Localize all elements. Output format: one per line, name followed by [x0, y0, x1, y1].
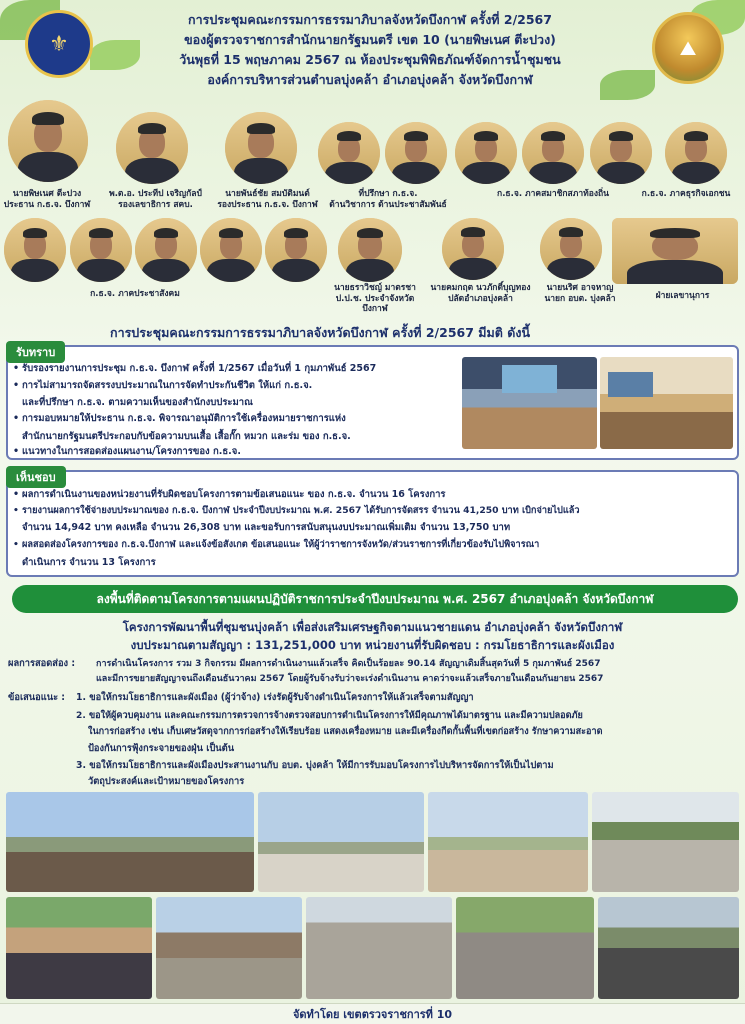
- meeting-photo-2: [600, 357, 733, 449]
- portrait-photo: [318, 122, 380, 184]
- caption-line: ปลัดอำเภอบุ่งคล้า: [448, 293, 513, 304]
- meeting-photo-1: [462, 357, 597, 449]
- caption-private-sector: [630, 189, 742, 200]
- field-photo-materials: [598, 897, 739, 999]
- portrait-photo: [225, 112, 297, 184]
- caption-line: นายพิษเนศ ตีะปวง: [12, 189, 82, 199]
- caption-secretariat: [625, 291, 740, 302]
- field-photo-stairs: [306, 897, 452, 999]
- resolution-title: การประชุมคณะกรรมการธรรมาภิบาลจังหวัดบึงกาฬ ครั้งที่ 2/2567 มีมติ ดังนี้: [110, 325, 530, 340]
- portrait-photo: [442, 218, 504, 280]
- leaf-decoration: [600, 70, 655, 100]
- caption-line: นายธราวิชญ์ มาตรชา: [334, 283, 416, 293]
- header-line-2: ของผู้ตรวจราชการสำนักนายกรัฐมนตรี เขต 10 (นายพิษเนศ ตีะปวง): [184, 32, 556, 47]
- caption-line: ด้านวิชาการ ด้านประชาสัมพันธ์: [329, 199, 447, 210]
- acknowledged-tag: รับทราบ: [6, 341, 65, 363]
- field-photo-group: [6, 792, 254, 892]
- community-logo-icon: ⛰: [652, 12, 724, 84]
- ack-item-2: • การไม่สามารถจัดสรรงบประมาณในการจัดทำประกันชีวิต ให้แก่ ก.ธ.จ.: [22, 379, 312, 393]
- appr-item-1: • ผลการดำเนินงานของหน่วยงานที่รับผิดชอบโครงการตามข้อเสนอแนะ ของ ก.ธ.จ. จำนวน 16 โครงการ: [22, 488, 446, 502]
- portrait-photo: [116, 112, 188, 184]
- field-photo-team: [6, 897, 152, 999]
- ack-item-2-cont: และที่ปรึกษา ก.ธ.จ. ตามความเห็นของสำนักงบประมาณ: [22, 397, 253, 408]
- portrait-photo: [455, 122, 517, 184]
- portrait-photo: [338, 218, 402, 282]
- caption-sao-chief: [535, 283, 625, 304]
- field-photo-construction: [156, 897, 302, 999]
- ack-item-4: • แนวทางในการสอดส่องแผนงาน/โครงการของ ก.ธ.จ.: [22, 445, 241, 459]
- suggest-3: 3. ขอให้กรมโยธาธิการและผังเมืองประสานงานกับ อบต. บุ่งคล้า ให้มีการรับมอบโครงการไปบริหารจัดการให้เป็นไปตาม: [76, 760, 554, 771]
- projector-screen: [502, 365, 557, 393]
- caption-line: ประธาน ก.ธ.จ. บึงกาฬ: [3, 199, 91, 210]
- field-photo-road: [456, 897, 594, 999]
- caption-line: นายคมกฤต นวภักดิ์บุญทอง: [430, 283, 531, 293]
- ack-item-3: • การมอบหมายให้ประธาน ก.ธ.จ. พิจารณาอนุมัติการใช้เครื่องหมายราชการแห่ง: [22, 412, 346, 426]
- appr-item-2: • รายงานผลการใช้จ่ายงบประมาณของ ก.ธ.จ. บึงกาฬ ประจำปีงบประมาณ พ.ศ. 2567 ได้รับการจัดสรร จำนวน 41,250 บาท เบิกจ่ายไปแล้ว: [22, 504, 580, 518]
- suggest-label: ข้อเสนอแนะ :: [8, 692, 66, 703]
- portrait-photo: [200, 218, 262, 282]
- caption-line: นายพันธ์ชัย สมบัติมนต์: [225, 189, 310, 199]
- portrait-photo: [8, 100, 88, 182]
- approved-tag: เห็นชอบ: [6, 466, 66, 488]
- caption-vice-chair: [210, 189, 325, 210]
- projector-screen: [608, 372, 653, 397]
- caption-line: ป.ป.ช. ประจำจังหวัด: [335, 293, 415, 304]
- appr-item-2-cont: จำนวน 14,942 บาท คงเหลือ จำนวน 26,308 บาท และขอรับการสนับสนุนงบประมาณเพิ่มเติม จำนวน 13,750 บาท: [22, 522, 511, 533]
- caption-chairman: [2, 189, 92, 210]
- caption-line: ฝ่ายเลขานุการ: [655, 291, 710, 301]
- caption-nacc: [330, 283, 420, 315]
- result-label: ผลการสอดส่อง :: [8, 658, 76, 669]
- result-line-1: การดำเนินโครงการ รวม 3 กิจกรรม มีผลการดำเนินงานแล้วเสร็จ คิดเป็นร้อยละ 90.14 สัญญาเดิมสิ้นสุดวันที่ 5 กุมภาพันธ์ 2567: [96, 659, 601, 669]
- caption-line: ที่ปรึกษา ก.ธ.จ.: [358, 189, 418, 199]
- suggest-2-cont: ในการก่อสร้าง เช่น เก็บเศษวัสดุจากการก่อสร้างให้เรียบร้อย แสดงเครื่องหมาย และมีเครื่องกีดกั้นพื้นที่เขตก่อสร้าง รักษาความสะอาด: [88, 727, 603, 737]
- leaf-decoration: [90, 40, 140, 70]
- project-budget: งบประมาณตามสัญญา : 131,251,000 บาท หน่วยงานที่รับผิดชอบ : กรมโยธาธิการและผังเมือง: [130, 638, 615, 652]
- portrait-photo: [135, 218, 197, 282]
- project-name: โครงการพัฒนาพื้นที่ชุมชนบุ่งคล้า เพื่อส่งเสริมเศรษฐกิจตามแนวชายแดน อำเภอบุ่งคล้า จังหวัดบึงกาฬ: [122, 620, 623, 634]
- portrait-photo: [665, 122, 727, 184]
- suggest-3-cont: วัตถุประสงค์และเป้าหมายของโครงการ: [88, 776, 245, 787]
- appr-item-3-cont: ดำเนินการ จำนวน 13 โครงการ: [22, 557, 156, 568]
- ack-item-3-cont: สำนักนายกรัฐมนตรีประกอบกับข้อความบนเสื้อ เสื้อกั๊ก หมวก และร่ม ของ ก.ธ.จ.: [22, 431, 351, 442]
- caption-deputy-sec: [98, 189, 213, 210]
- portrait-photo: [612, 218, 738, 284]
- caption-advisors: [318, 189, 458, 210]
- caption-line: นายนริศ อาจหาญ: [546, 283, 614, 293]
- header-line-3: วันพุธที่ 15 พฤษภาคม 2567 ณ ห้องประชุมพิพิธภัณฑ์จัดการน้ำชุมชน: [179, 52, 561, 67]
- caption-district-officer: [418, 283, 543, 304]
- header-line-1: การประชุมคณะกรรมการธรรมาภิบาลจังหวัดบึงกาฬ ครั้งที่ 2/2567: [188, 12, 552, 27]
- caption-line: ก.ธ.จ. ภาคประชาสังคม: [90, 289, 180, 299]
- field-photo-inspection: [258, 792, 424, 892]
- portrait-photo: [265, 218, 327, 282]
- caption-civil-society: [60, 289, 210, 300]
- portrait-photo: [4, 218, 66, 282]
- portrait-photo: [385, 122, 447, 184]
- field-visit-banner: ลงพื้นที่ติดตามโครงการตามแผนปฏิบัติราชการประจำปีงบประมาณ พ.ศ. 2567 อำเภอบุ่งคล้า จังหวัดบึงกาฬ: [12, 585, 738, 613]
- appr-item-3: • ผลสอดส่องโครงการของ ก.ธ.จ.บึงกาฬ และแจ้งข้อสังเกต ข้อเสนอแนะ ให้ผู้ว่าราชการจังหวัด/ส่วนราชการที่เกี่ยวข้องรับไปพิจารณา: [22, 538, 539, 552]
- portrait-photo: [522, 122, 584, 184]
- caption-line: รองเลขาธิการ สคบ.: [118, 199, 193, 210]
- footer: จัดทำโดย เขตตรวจราชการที่ 10: [0, 1003, 745, 1024]
- caption-line: บึงกาฬ: [362, 304, 388, 315]
- caption-line: ก.ธ.จ. ภาคสมาชิกสภาท้องถิ่น: [497, 189, 609, 199]
- suggest-2: 2. ขอให้ผู้ควบคุมงาน และคณะกรรมการตรวจการจ้างตรวจสอบการดำเนินโครงการให้มีคุณภาพได้มาตรฐาน และมีความปลอดภัย: [76, 711, 583, 721]
- suggest-2-cont2: ป้องกันการฟุ้งกระจายของฝุ่น เป็นต้น: [88, 743, 235, 754]
- caption-line: ก.ธ.จ. ภาคธุรกิจเอกชน: [641, 189, 731, 199]
- caption-local-council: [478, 189, 628, 200]
- portrait-photo: [540, 218, 602, 280]
- portrait-photo: [70, 218, 132, 282]
- header-line-4: องค์การบริหารส่วนตำบลบุ่งคล้า อำเภอบุ่งคล้า จังหวัดบึงกาฬ: [207, 72, 533, 87]
- ack-item-1: • รับรองรายงานการประชุม ก.ธ.จ. บึงกาฬ ครั้งที่ 1/2567 เมื่อวันที่ 1 กุมภาพันธ์ 2567: [22, 362, 376, 376]
- caption-line: พ.ต.อ. ประทีป เจริญกัลป์: [109, 189, 202, 199]
- province-seal-icon: ⚜: [25, 10, 93, 78]
- result-line-2: และมีการขยายสัญญาจนถึงเดือนธันวาคม 2567 โดยผู้รับจ้างรับว่าจะเร่งดำเนินงาน คาดว่าจะแล้วเสร็จภายในเดือนกันยายน 2567: [96, 674, 604, 684]
- field-photo-walkway: [428, 792, 588, 892]
- field-photo-path: [592, 792, 739, 892]
- caption-line: นายก อบต. บุ่งคล้า: [544, 293, 616, 304]
- portrait-photo: [590, 122, 652, 184]
- suggest-1: 1. ขอให้กรมโยธาธิการและผังเมือง (ผู้ว่าจ้าง) เร่งรัดผู้รับจ้างดำเนินโครงการให้แล้วเสร็จตามสัญญา: [76, 692, 474, 703]
- caption-line: รองประธาน ก.ธ.จ. บึงกาฬ: [217, 199, 318, 210]
